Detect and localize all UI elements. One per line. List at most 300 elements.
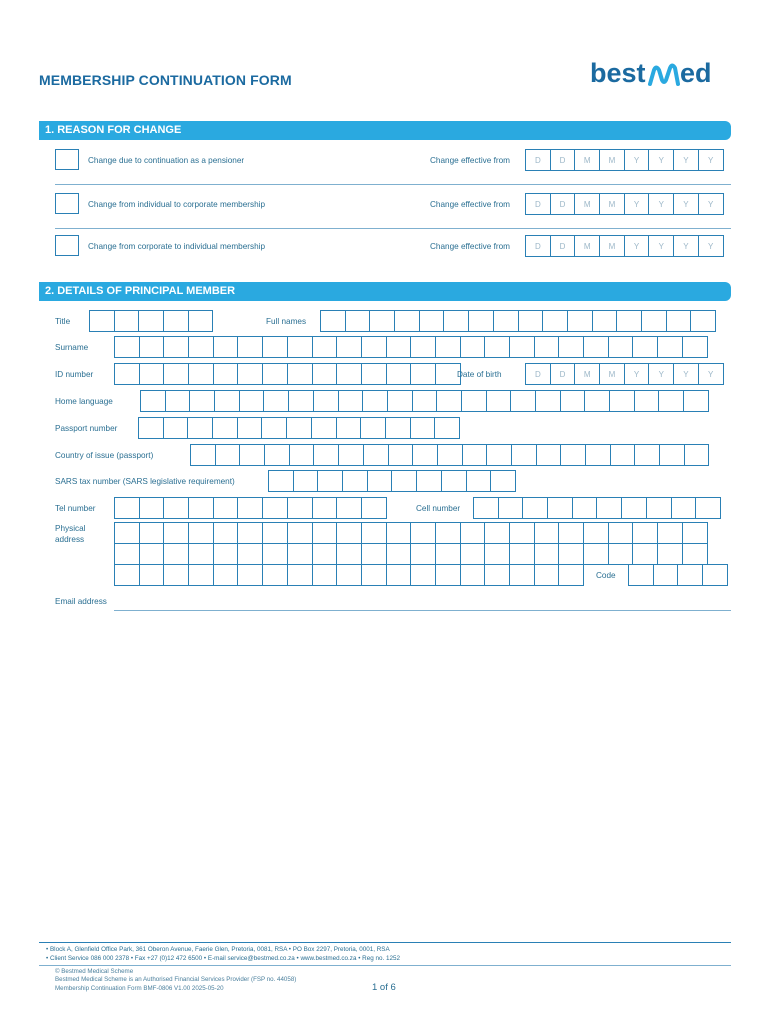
country-of-issue-input-cell[interactable] — [659, 444, 685, 466]
footer-copyright: © Bestmed Medical Scheme — [55, 968, 134, 975]
physical-address-line-1-cell[interactable] — [213, 522, 239, 544]
physical-address-line-3[interactable] — [114, 564, 584, 586]
country-of-issue-input-cell[interactable] — [585, 444, 611, 466]
home-language-input-cell[interactable] — [288, 390, 314, 412]
physical-address-line-3-cell[interactable] — [213, 564, 239, 586]
effective-date-1-cell[interactable]: M — [599, 149, 625, 171]
home-language-input-cell[interactable] — [436, 390, 462, 412]
full-names-input-cell[interactable] — [468, 310, 494, 332]
passport-number-label: Passport number — [55, 424, 118, 433]
change-effective-label: Change effective from — [430, 242, 510, 251]
effective-date-1[interactable] — [525, 149, 724, 171]
home-language-input-cell[interactable] — [387, 390, 413, 412]
section-heading-principal-member: 2. DETAILS OF PRINCIPAL MEMBER — [39, 282, 731, 301]
surname-input-cell[interactable] — [608, 336, 634, 358]
country-of-issue-input-cell[interactable] — [190, 444, 216, 466]
physical-address-line-3-cell[interactable] — [361, 564, 387, 586]
home-language-input-cell[interactable] — [658, 390, 684, 412]
full-names-input-cell[interactable] — [567, 310, 593, 332]
title-input-cell[interactable] — [138, 310, 164, 332]
reason-option-label: Change from corporate to individual membership — [88, 242, 266, 251]
surname-input-cell[interactable] — [163, 336, 189, 358]
physical-address-line-3-cell[interactable] — [287, 564, 313, 586]
home-language-input-cell[interactable] — [214, 390, 240, 412]
date-of-birth-input-cell[interactable]: D — [550, 363, 576, 385]
full-names-input-cell[interactable] — [616, 310, 642, 332]
cell-number-input-cell[interactable] — [646, 497, 672, 519]
tel-number-input-cell[interactable] — [262, 497, 288, 519]
cell-number-input-cell[interactable] — [621, 497, 647, 519]
effective-date-1-cell[interactable]: D — [525, 149, 551, 171]
physical-address-line-2-cell[interactable] — [657, 543, 683, 565]
physical-address-line-2-cell[interactable] — [558, 543, 584, 565]
surname-input-cell[interactable] — [336, 336, 362, 358]
full-names-input-cell[interactable] — [345, 310, 371, 332]
passport-number-input-cell[interactable] — [187, 417, 213, 439]
physical-address-line-2-cell[interactable] — [435, 543, 461, 565]
physical-address-line-1-cell[interactable] — [632, 522, 658, 544]
full-names-input-cell[interactable] — [666, 310, 692, 332]
physical-address-line-2-cell[interactable] — [361, 543, 387, 565]
effective-date-3-cell[interactable]: M — [574, 235, 600, 257]
effective-date-3-cell[interactable]: D — [525, 235, 551, 257]
surname-input-cell[interactable] — [139, 336, 165, 358]
physical-address-line-2-cell[interactable] — [114, 543, 140, 565]
physical-address-line-1[interactable] — [114, 522, 708, 544]
physical-address-line-3-cell[interactable] — [509, 564, 535, 586]
reason-option-label: Change from individual to corporate membership — [88, 200, 266, 209]
email-address-input[interactable] — [114, 610, 731, 611]
effective-date-3-cell[interactable]: Y — [648, 235, 674, 257]
full-names-input[interactable] — [320, 310, 716, 332]
physical-address-line-2-cell[interactable] — [534, 543, 560, 565]
footer-divider — [39, 942, 731, 943]
passport-number-input-cell[interactable] — [237, 417, 263, 439]
date-of-birth-input-cell[interactable]: Y — [698, 363, 724, 385]
title-input-cell[interactable] — [89, 310, 115, 332]
physical-address-line-2-cell[interactable] — [188, 543, 214, 565]
surname-input-cell[interactable] — [287, 336, 313, 358]
physical-address-line-3-cell[interactable] — [435, 564, 461, 586]
effective-date-2-cell[interactable]: Y — [648, 193, 674, 215]
physical-address-line-3-cell[interactable] — [336, 564, 362, 586]
surname-input[interactable] — [114, 336, 708, 358]
date-of-birth-input-cell[interactable]: Y — [624, 363, 650, 385]
physical-address-line-3-cell[interactable] — [410, 564, 436, 586]
physical-address-line-1-cell[interactable] — [410, 522, 436, 544]
effective-date-3-cell[interactable]: Y — [624, 235, 650, 257]
date-of-birth-input-cell[interactable]: Y — [673, 363, 699, 385]
tel-number-input-cell[interactable] — [336, 497, 362, 519]
tel-number-input-cell[interactable] — [114, 497, 140, 519]
physical-address-line-2-cell[interactable] — [583, 543, 609, 565]
physical-address-line-2-cell[interactable] — [682, 543, 708, 565]
physical-address-line-2-cell[interactable] — [632, 543, 658, 565]
surname-input-cell[interactable] — [435, 336, 461, 358]
country-of-issue-input-cell[interactable] — [486, 444, 512, 466]
tel-number-input-cell[interactable] — [163, 497, 189, 519]
physical-address-line-1-cell[interactable] — [484, 522, 510, 544]
country-of-issue-input-cell[interactable] — [388, 444, 414, 466]
country-of-issue-input-cell[interactable] — [313, 444, 339, 466]
country-of-issue-input-cell[interactable] — [634, 444, 660, 466]
effective-date-2-cell[interactable]: M — [599, 193, 625, 215]
sars-tax-number-input-cell[interactable] — [391, 470, 417, 492]
sars-tax-number-input-cell[interactable] — [342, 470, 368, 492]
physical-address-line-1-cell[interactable] — [386, 522, 412, 544]
id-number-input-cell[interactable] — [287, 363, 313, 385]
effective-date-2-cell[interactable]: Y — [673, 193, 699, 215]
reason-checkbox-2[interactable] — [55, 193, 79, 214]
country-of-issue-input-cell[interactable] — [437, 444, 463, 466]
tel-number-input-cell[interactable] — [188, 497, 214, 519]
effective-date-2[interactable] — [525, 193, 724, 215]
physical-address-line-2-cell[interactable] — [139, 543, 165, 565]
full-names-input-cell[interactable] — [369, 310, 395, 332]
effective-date-1-cell[interactable]: Y — [648, 149, 674, 171]
physical-address-line-3-cell[interactable] — [114, 564, 140, 586]
postal-code-input-cell[interactable] — [702, 564, 728, 586]
surname-input-cell[interactable] — [386, 336, 412, 358]
physical-address-line-3-cell[interactable] — [237, 564, 263, 586]
country-of-issue-input-cell[interactable] — [264, 444, 290, 466]
physical-address-line-1-cell[interactable] — [608, 522, 634, 544]
effective-date-2-cell[interactable]: Y — [624, 193, 650, 215]
home-language-input-cell[interactable] — [263, 390, 289, 412]
physical-address-line-3-cell[interactable] — [188, 564, 214, 586]
home-language-input-cell[interactable] — [412, 390, 438, 412]
effective-date-3-cell[interactable]: M — [599, 235, 625, 257]
physical-address-line-2-cell[interactable] — [336, 543, 362, 565]
home-language-input-cell[interactable] — [313, 390, 339, 412]
reason-checkbox-1[interactable] — [55, 149, 79, 170]
physical-address-line-2-cell[interactable] — [608, 543, 634, 565]
effective-date-2-cell[interactable]: M — [574, 193, 600, 215]
sars-tax-number-input[interactable] — [268, 470, 516, 492]
physical-address-line-1-cell[interactable] — [262, 522, 288, 544]
date-of-birth-input-cell[interactable]: M — [599, 363, 625, 385]
country-of-issue-input-cell[interactable] — [289, 444, 315, 466]
physical-address-line-1-cell[interactable] — [583, 522, 609, 544]
physical-address-line-2-cell[interactable] — [509, 543, 535, 565]
cell-number-input-cell[interactable] — [695, 497, 721, 519]
sars-tax-number-input-cell[interactable] — [367, 470, 393, 492]
cell-number-input-cell[interactable] — [473, 497, 499, 519]
physical-address-line-2-cell[interactable] — [237, 543, 263, 565]
physical-address-line-3-cell[interactable] — [460, 564, 486, 586]
passport-number-input-cell[interactable] — [163, 417, 189, 439]
sars-tax-number-input-cell[interactable] — [416, 470, 442, 492]
id-number-input-cell[interactable] — [262, 363, 288, 385]
surname-input-cell[interactable] — [361, 336, 387, 358]
footer-contact-text: Client Service 086 000 2378 • Fax +27 (0)12 472 6500 • E-mail service@bestmed.co.za • www.bestmed.co.za • Reg no. 1252 — [49, 955, 400, 962]
physical-address-line-3-cell[interactable] — [558, 564, 584, 586]
passport-number-input-cell[interactable] — [138, 417, 164, 439]
sars-tax-number-input-cell[interactable] — [317, 470, 343, 492]
home-language-input-cell[interactable] — [535, 390, 561, 412]
country-of-issue-input-cell[interactable] — [536, 444, 562, 466]
full-names-input-cell[interactable] — [641, 310, 667, 332]
physical-address-line-3-cell[interactable] — [534, 564, 560, 586]
physical-address-line-2-cell[interactable] — [410, 543, 436, 565]
physical-address-line-2-cell[interactable] — [287, 543, 313, 565]
physical-address-line-2-cell[interactable] — [484, 543, 510, 565]
surname-input-cell[interactable] — [312, 336, 338, 358]
physical-address-line-1-cell[interactable] — [139, 522, 165, 544]
surname-input-cell[interactable] — [682, 336, 708, 358]
row-divider — [55, 184, 731, 185]
country-of-issue-input-cell[interactable] — [239, 444, 265, 466]
home-language-input-cell[interactable] — [510, 390, 536, 412]
id-number-input-cell[interactable] — [139, 363, 165, 385]
surname-input-cell[interactable] — [534, 336, 560, 358]
sars-tax-number-input-cell[interactable] — [466, 470, 492, 492]
home-language-input-cell[interactable] — [584, 390, 610, 412]
physical-address-line-1-cell[interactable] — [682, 522, 708, 544]
country-of-issue-input-cell[interactable] — [338, 444, 364, 466]
physical-address-line-3-cell[interactable] — [163, 564, 189, 586]
physical-address-line-1-cell[interactable] — [657, 522, 683, 544]
tel-number-input-cell[interactable] — [287, 497, 313, 519]
physical-address-line-1-cell[interactable] — [336, 522, 362, 544]
physical-address-line-1-cell[interactable] — [534, 522, 560, 544]
physical-address-line-3-cell[interactable] — [484, 564, 510, 586]
physical-address-line-2-cell[interactable] — [262, 543, 288, 565]
full-names-input-cell[interactable] — [493, 310, 519, 332]
cell-number-input-cell[interactable] — [522, 497, 548, 519]
effective-date-1-cell[interactable]: M — [574, 149, 600, 171]
page-title: MEMBERSHIP CONTINUATION FORM — [39, 72, 292, 88]
passport-number-input-cell[interactable] — [385, 417, 411, 439]
country-of-issue-input-cell[interactable] — [363, 444, 389, 466]
full-names-input-cell[interactable] — [518, 310, 544, 332]
surname-input-cell[interactable] — [583, 336, 609, 358]
home-language-input-cell[interactable] — [560, 390, 586, 412]
home-language-input-cell[interactable] — [239, 390, 265, 412]
id-number-input-cell[interactable] — [163, 363, 189, 385]
physical-address-line-1-cell[interactable] — [237, 522, 263, 544]
date-of-birth-input[interactable] — [525, 363, 724, 385]
title-input-cell[interactable] — [188, 310, 214, 332]
passport-number-input-cell[interactable] — [434, 417, 460, 439]
date-of-birth-input-cell[interactable]: Y — [648, 363, 674, 385]
full-names-input-cell[interactable] — [320, 310, 346, 332]
effective-date-1-cell[interactable]: Y — [673, 149, 699, 171]
home-language-input-cell[interactable] — [461, 390, 487, 412]
id-number-input-cell[interactable] — [410, 363, 436, 385]
passport-number-input-cell[interactable] — [336, 417, 362, 439]
reason-option-label: Change due to continuation as a pensioner — [88, 156, 245, 165]
postal-code-input-cell[interactable] — [677, 564, 703, 586]
physical-address-line-2-cell[interactable] — [213, 543, 239, 565]
bestmed-logo — [590, 56, 732, 92]
passport-number-input-cell[interactable] — [410, 417, 436, 439]
physical-address-line-1-cell[interactable] — [361, 522, 387, 544]
svg-text:best: best — [590, 58, 646, 88]
id-number-input-cell[interactable] — [386, 363, 412, 385]
cell-number-input-cell[interactable] — [547, 497, 573, 519]
country-of-issue-input-cell[interactable] — [610, 444, 636, 466]
physical-address-line-3-cell[interactable] — [386, 564, 412, 586]
cell-number-label: Cell number — [416, 504, 461, 513]
physical-address-label-2: address — [55, 535, 85, 544]
effective-date-3[interactable] — [525, 235, 724, 257]
date-of-birth-input-cell[interactable]: D — [525, 363, 551, 385]
physical-address-line-3-cell[interactable] — [139, 564, 165, 586]
surname-input-cell[interactable] — [484, 336, 510, 358]
full-names-input-cell[interactable] — [443, 310, 469, 332]
home-language-input[interactable] — [140, 390, 709, 412]
country-of-issue-input-cell[interactable] — [412, 444, 438, 466]
physical-address-line-2-cell[interactable] — [460, 543, 486, 565]
surname-input-cell[interactable] — [558, 336, 584, 358]
cell-number-input[interactable] — [473, 497, 721, 519]
passport-number-input-cell[interactable] — [286, 417, 312, 439]
passport-number-input-cell[interactable] — [212, 417, 238, 439]
tel-number-input-cell[interactable] — [139, 497, 165, 519]
sars-tax-number-input-cell[interactable] — [441, 470, 467, 492]
tel-number-input-cell[interactable] — [237, 497, 263, 519]
physical-address-line-2[interactable] — [114, 543, 708, 565]
home-language-input-cell[interactable] — [634, 390, 660, 412]
sars-tax-number-input-cell[interactable] — [490, 470, 516, 492]
effective-date-3-cell[interactable]: Y — [673, 235, 699, 257]
id-number-input-cell[interactable] — [188, 363, 214, 385]
physical-address-line-1-cell[interactable] — [460, 522, 486, 544]
passport-number-input-cell[interactable] — [360, 417, 386, 439]
cell-number-input-cell[interactable] — [572, 497, 598, 519]
footer-form-ref: Membership Continuation Form BMF-0806 V1.00 2025-05-20 — [55, 984, 224, 992]
surname-input-cell[interactable] — [262, 336, 288, 358]
full-names-input-cell[interactable] — [394, 310, 420, 332]
surname-input-cell[interactable] — [188, 336, 214, 358]
surname-input-cell[interactable] — [410, 336, 436, 358]
sars-tax-number-input-cell[interactable] — [293, 470, 319, 492]
surname-input-cell[interactable] — [632, 336, 658, 358]
id-number-input-cell[interactable] — [213, 363, 239, 385]
full-names-input-cell[interactable] — [592, 310, 618, 332]
cell-number-input-cell[interactable] — [498, 497, 524, 519]
physical-address-line-2-cell[interactable] — [386, 543, 412, 565]
effective-date-2-cell[interactable]: D — [550, 193, 576, 215]
change-effective-label: Change effective from — [430, 156, 510, 165]
id-number-input-cell[interactable] — [114, 363, 140, 385]
surname-input-cell[interactable] — [509, 336, 535, 358]
physical-address-line-2-cell[interactable] — [312, 543, 338, 565]
country-of-issue-input-cell[interactable] — [684, 444, 710, 466]
passport-number-input-cell[interactable] — [311, 417, 337, 439]
physical-address-line-1-cell[interactable] — [163, 522, 189, 544]
effective-date-1-cell[interactable]: Y — [698, 149, 724, 171]
physical-address-line-1-cell[interactable] — [509, 522, 535, 544]
row-divider — [55, 228, 731, 229]
physical-address-line-1-cell[interactable] — [188, 522, 214, 544]
id-number-input-cell[interactable] — [237, 363, 263, 385]
physical-address-line-1-cell[interactable] — [558, 522, 584, 544]
surname-input-cell[interactable] — [657, 336, 683, 358]
passport-number-input-cell[interactable] — [261, 417, 287, 439]
home-language-input-cell[interactable] — [140, 390, 166, 412]
effective-date-1-cell[interactable]: D — [550, 149, 576, 171]
id-number-input-cell[interactable] — [336, 363, 362, 385]
footer-address-text: Block A, Glenfield Office Park, 361 Oberon Avenue, Faerie Glen, Pretoria, 0081, RSA • PO Box 2297, Pretoria, 0001, RSA — [49, 946, 390, 953]
home-language-input-cell[interactable] — [486, 390, 512, 412]
full-names-input-cell[interactable] — [419, 310, 445, 332]
postal-code-input-cell[interactable] — [653, 564, 679, 586]
change-effective-label: Change effective from — [430, 200, 510, 209]
id-number-input[interactable] — [114, 363, 461, 385]
date-of-birth-input-cell[interactable]: M — [574, 363, 600, 385]
title-input[interactable] — [89, 310, 213, 332]
surname-input-cell[interactable] — [114, 336, 140, 358]
physical-address-line-2-cell[interactable] — [163, 543, 189, 565]
physical-address-line-3-cell[interactable] — [312, 564, 338, 586]
id-number-input-cell[interactable] — [361, 363, 387, 385]
footer-legal — [55, 968, 296, 993]
tel-number-input-cell[interactable] — [312, 497, 338, 519]
effective-date-2-cell[interactable]: Y — [698, 193, 724, 215]
tel-number-input[interactable] — [114, 497, 387, 519]
home-language-input-cell[interactable] — [338, 390, 364, 412]
physical-address-line-3-cell[interactable] — [262, 564, 288, 586]
surname-input-cell[interactable] — [460, 336, 486, 358]
cell-number-input-cell[interactable] — [671, 497, 697, 519]
svg-text:ed: ed — [680, 58, 712, 88]
postal-code-input-cell[interactable] — [628, 564, 654, 586]
cell-number-input-cell[interactable] — [596, 497, 622, 519]
full-names-input-cell[interactable] — [690, 310, 716, 332]
footer-contact: • Client Service 086 000 2378 • Fax +27 (0)12 472 6500 • E-mail service@bestmed.co.za • www.bestmed.co.za • Reg no. 1252 — [46, 955, 400, 962]
home-language-input-cell[interactable] — [609, 390, 635, 412]
id-number-input-cell[interactable] — [312, 363, 338, 385]
tel-number-input-cell[interactable] — [213, 497, 239, 519]
page-number: 1 of 6 — [372, 982, 396, 993]
tel-number-label: Tel number — [55, 504, 96, 513]
country-of-issue-input[interactable] — [190, 444, 709, 466]
effective-date-1-cell[interactable]: Y — [624, 149, 650, 171]
physical-address-line-1-cell[interactable] — [114, 522, 140, 544]
title-label: Title — [55, 317, 71, 326]
physical-address-line-1-cell[interactable] — [435, 522, 461, 544]
sars-tax-number-input-cell[interactable] — [268, 470, 294, 492]
home-language-label: Home language — [55, 397, 113, 406]
home-language-input-cell[interactable] — [362, 390, 388, 412]
surname-input-cell[interactable] — [213, 336, 239, 358]
title-input-cell[interactable] — [114, 310, 140, 332]
physical-address-line-1-cell[interactable] — [312, 522, 338, 544]
physical-address-line-1-cell[interactable] — [287, 522, 313, 544]
country-of-issue-input-cell[interactable] — [511, 444, 537, 466]
reason-checkbox-3[interactable] — [55, 235, 79, 256]
home-language-input-cell[interactable] — [165, 390, 191, 412]
effective-date-3-cell[interactable]: D — [550, 235, 576, 257]
effective-date-2-cell[interactable]: D — [525, 193, 551, 215]
home-language-input-cell[interactable] — [189, 390, 215, 412]
surname-input-cell[interactable] — [237, 336, 263, 358]
full-names-input-cell[interactable] — [542, 310, 568, 332]
effective-date-3-cell[interactable]: Y — [698, 235, 724, 257]
home-language-input-cell[interactable] — [683, 390, 709, 412]
passport-number-input[interactable] — [138, 417, 460, 439]
tel-number-input-cell[interactable] — [361, 497, 387, 519]
title-input-cell[interactable] — [163, 310, 189, 332]
country-of-issue-input-cell[interactable] — [560, 444, 586, 466]
full-names-label: Full names — [266, 317, 307, 326]
country-of-issue-input-cell[interactable] — [215, 444, 241, 466]
country-of-issue-input-cell[interactable] — [462, 444, 488, 466]
id-number-label: ID number — [55, 370, 94, 379]
postal-code-input[interactable] — [628, 564, 728, 586]
